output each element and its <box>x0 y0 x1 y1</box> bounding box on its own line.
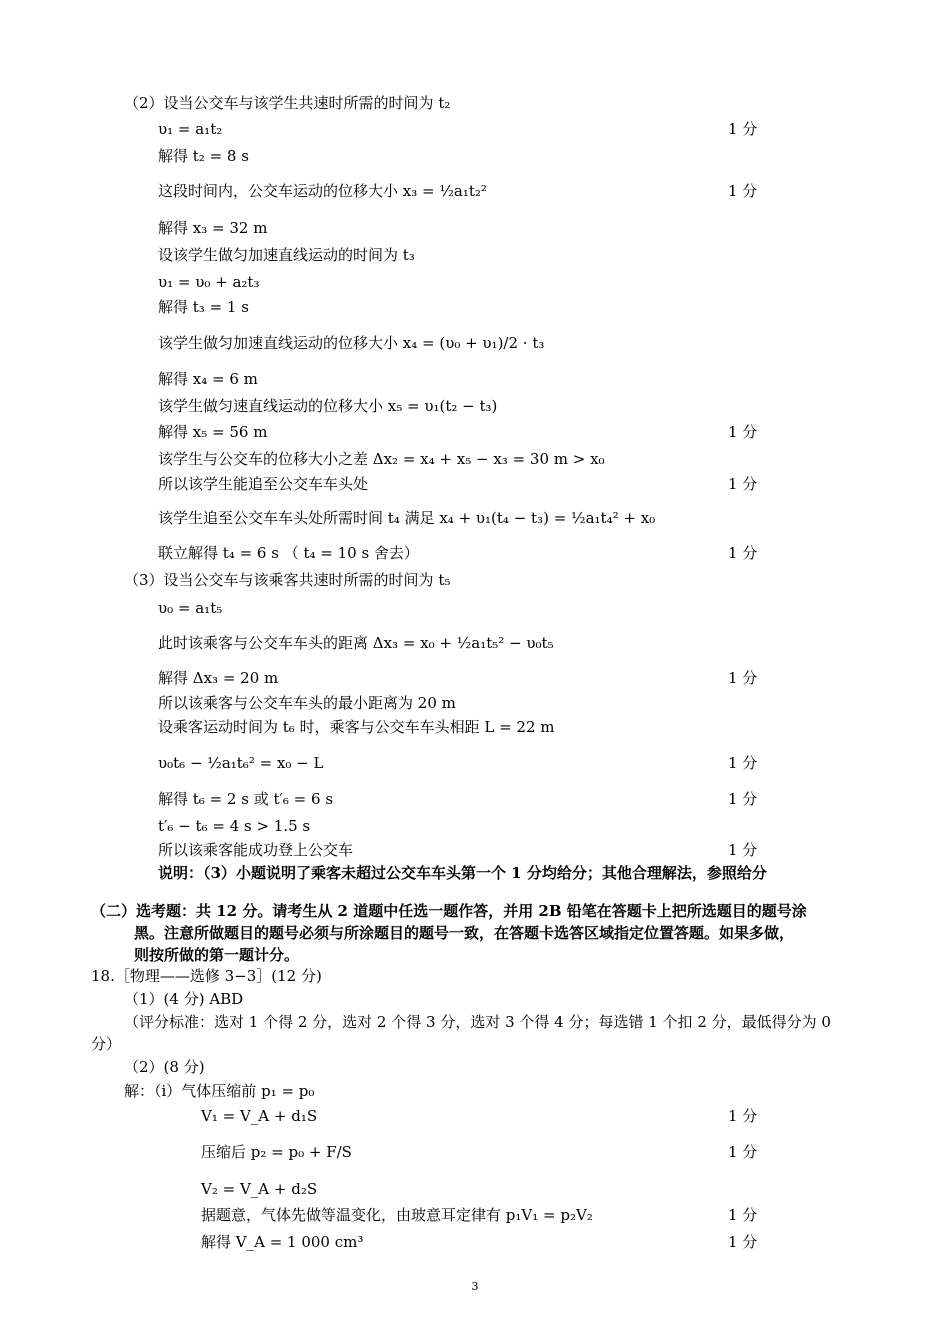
score-mark: 1 分 <box>728 544 758 562</box>
score-mark: 1 分 <box>728 475 758 493</box>
scoring-note: 说明：（3）小题说明了乘客未超过公交车车头第一个 1 分均给分；其他合理解法，参照给分 <box>158 864 767 882</box>
text-line: 解得 x₃ = 32 m <box>158 219 268 237</box>
text-line: 分） <box>91 1035 122 1053</box>
text-line: 此时该乘客与公交车车头的距离 Δx₃ = x₀ + ½a₁t₅² − υ₀t₅ <box>158 634 554 652</box>
section-heading: （二）选考题：共 12 分。请考生从 2 道题中任选一题作答，并用 2B 铅笔在答题卡上把所选题目的题号涂 <box>91 902 807 920</box>
text-line: 解得 Δx₃ = 20 m <box>158 669 279 687</box>
text-line: （3）设当公交车与该乘客共速时所需的时间为 t₅ <box>124 571 451 589</box>
text-line: V₂ = V_A + d₂S <box>201 1180 318 1198</box>
score-mark: 1 分 <box>728 669 758 687</box>
score-mark: 1 分 <box>728 790 758 808</box>
text-line: 设乘客运动时间为 t₆ 时，乘客与公交车车头相距 L = 22 m <box>158 718 555 736</box>
text-line: （1）(4 分) ABD <box>124 990 244 1008</box>
text-line: 所以该乘客能成功登上公交车 <box>158 841 354 859</box>
text-line: V₁ = V_A + d₁S <box>201 1107 318 1125</box>
text-line: υ₀t₆ − ½a₁t₆² = x₀ − L <box>158 754 324 772</box>
score-mark: 1 分 <box>728 1107 758 1125</box>
text-line: 压缩后 p₂ = p₀ + F/S <box>201 1143 352 1161</box>
text-line: 解得 t₆ = 2 s 或 t′₆ = 6 s <box>158 790 334 808</box>
text-line: 所以该乘客与公交车车头的最小距离为 20 m <box>158 694 456 712</box>
text-line: 解得 x₅ = 56 m <box>158 423 268 441</box>
score-mark: 1 分 <box>728 182 758 200</box>
text-line: 解：（ⅰ）气体压缩前 p₁ = p₀ <box>124 1082 315 1100</box>
text-line: 据题意，气体先做等温变化，由玻意耳定律有 p₁V₁ = p₂V₂ <box>201 1206 593 1224</box>
section-heading: 则按所做的第一题计分。 <box>134 946 300 964</box>
text-line: 这段时间内，公交车运动的位移大小 x₃ = ½a₁t₂² <box>158 182 487 200</box>
text-line: 该学生与公交车的位移大小之差 Δx₂ = x₄ + x₅ − x₃ = 30 m > x₀ <box>158 450 605 468</box>
text-line: 所以该学生能追至公交车车头处 <box>158 475 369 493</box>
text-line: 解得 V_A = 1 000 cm³ <box>201 1233 364 1251</box>
score-mark: 1 分 <box>728 1233 758 1251</box>
page-number: 3 <box>471 1280 479 1293</box>
text-line: 解得 t₂ = 8 s <box>158 147 249 165</box>
text-line: 解得 t₃ = 1 s <box>158 298 249 316</box>
text-line: （2）设当公交车与该学生共速时所需的时间为 t₂ <box>124 94 451 112</box>
score-mark: 1 分 <box>728 1206 758 1224</box>
text-line: 该学生追至公交车车头处所需时间 t₄ 满足 x₄ + υ₁(t₄ − t₃) = ½a₁t₄² + x₀ <box>158 509 656 527</box>
score-mark: 1 分 <box>728 841 758 859</box>
section-heading: 黑。注意所做题目的题号必须与所涂题目的题号一致，在答题卡选答区域指定位置答题。如果多做， <box>134 924 795 942</box>
text-line: υ₀ = a₁t₅ <box>158 599 223 617</box>
question-title: 18.［物理——选修 3−3］(12 分) <box>91 967 322 985</box>
text-line: 该学生做匀加速直线运动的位移大小 x₄ = (υ₀ + υ₁)/2 · t₃ <box>158 334 545 352</box>
score-mark: 1 分 <box>728 754 758 772</box>
score-mark: 1 分 <box>728 423 758 441</box>
text-line: 设该学生做匀加速直线运动的时间为 t₃ <box>158 246 415 264</box>
text-line: 该学生做匀速直线运动的位移大小 x₅ = υ₁(t₂ − t₃) <box>158 397 498 415</box>
text-line: （2）(8 分) <box>124 1058 205 1076</box>
text-line: υ₁ = a₁t₂ <box>158 120 223 138</box>
score-mark: 1 分 <box>728 120 758 138</box>
text-line: t′₆ − t₆ = 4 s > 1.5 s <box>158 817 311 835</box>
text-line: υ₁ = υ₀ + a₂t₃ <box>158 273 260 291</box>
score-mark: 1 分 <box>728 1143 758 1161</box>
text-line: （评分标准：选对 1 个得 2 分，选对 2 个得 3 分，选对 3 个得 4 分；每选错 1 个扣 2 分，最低得分为 0 <box>124 1013 831 1031</box>
text-line: 联立解得 t₄ = 6 s （ t₄ = 10 s 舍去） <box>158 544 419 562</box>
text-line: 解得 x₄ = 6 m <box>158 370 258 388</box>
